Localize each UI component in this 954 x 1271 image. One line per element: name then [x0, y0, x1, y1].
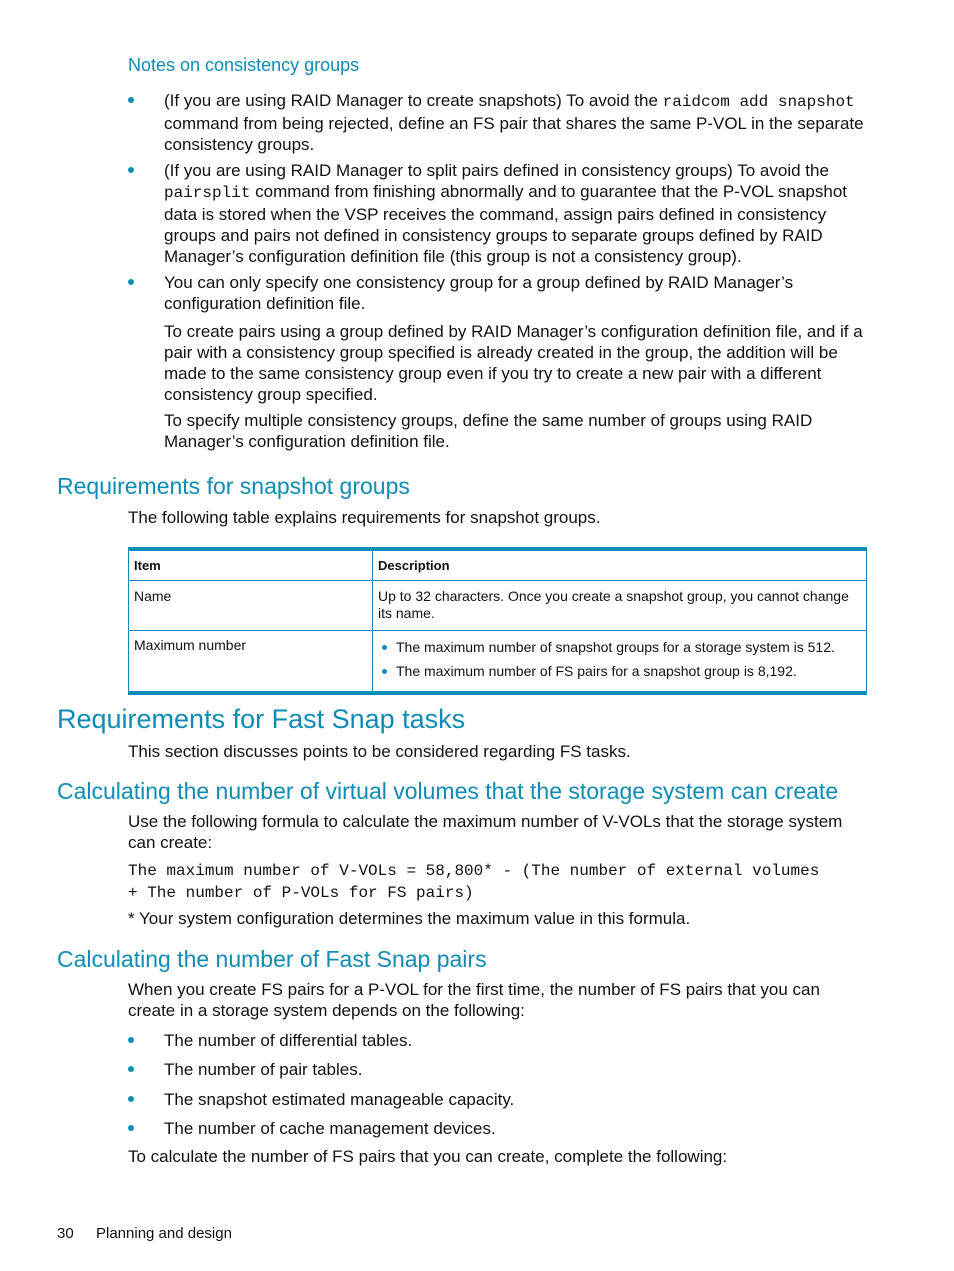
table-row — [129, 581, 867, 631]
list-item — [378, 639, 861, 656]
footer-section-title: Planning and design — [96, 1225, 232, 1242]
bullet-icon — [128, 1037, 134, 1043]
snapshot-groups-table — [128, 547, 867, 695]
bullet-icon — [382, 645, 387, 650]
notes-bullet-3-para-2: To specify multiple consistency groups, define the same number of groups using RAID Manager’s configuration definition file. — [164, 411, 813, 451]
page-number: 30 — [57, 1225, 74, 1242]
notes-bullet-3-para-1: To create pairs using a group defined by RAID Manager’s configuration definition file, and if a pair with a consistency group specified is already created in the group, the addition will be made to the same consistency group even if you try to create a new pair with a different consistency group specified. — [164, 322, 863, 404]
table-cell-item: Name — [129, 581, 373, 631]
notes-bullet-1-text-a: (If you are using RAID Manager to create snapshots) To avoid the — [164, 91, 663, 110]
notes-bullet-1-code: raidcom add snapshot — [662, 93, 855, 111]
bullet-icon — [382, 669, 387, 674]
list-item: The number of pair tables. — [164, 1060, 363, 1079]
fs-pairs-intro: When you create FS pairs for a P-VOL for the first time, the number of FS pairs that you can create in a storage system depends on the following: — [128, 980, 820, 1020]
notes-bullet-2 — [164, 160, 870, 267]
list-item: The number of differential tables. — [164, 1031, 413, 1050]
table-header-description: Description — [373, 551, 867, 581]
notes-heading: Notes on consistency groups — [128, 55, 360, 75]
table-row — [129, 631, 867, 692]
bullet-icon — [128, 1125, 134, 1131]
list-item: The snapshot estimated manageable capacity. — [164, 1090, 515, 1109]
table-cell-item: Maximum number — [129, 631, 373, 692]
fs-pairs-outro: To calculate the number of FS pairs that you can create, complete the following: — [128, 1147, 728, 1166]
fast-snap-tasks-heading: Requirements for Fast Snap tasks — [57, 704, 466, 734]
snapshot-groups-intro: The following table explains requirements for snapshot groups. — [128, 508, 601, 527]
list-item-text: The maximum number of FS pairs for a snapshot group is 8,192. — [396, 663, 797, 679]
bullet-icon — [128, 1096, 134, 1102]
formula-footnote: * Your system configuration determines the maximum value in this formula. — [128, 909, 691, 928]
fast-snap-tasks-intro: This section discusses points to be considered regarding FS tasks. — [128, 742, 631, 761]
list-item: The number of cache management devices. — [164, 1119, 496, 1138]
table-header-item: Item — [129, 551, 373, 581]
virtual-volumes-intro: Use the following formula to calculate the maximum number of V-VOLs that the storage system can create: — [128, 812, 843, 852]
formula-line-2: + The number of P-VOLs for FS pairs) — [128, 884, 474, 902]
bullet-icon — [128, 97, 134, 103]
notes-bullet-3: You can only specify one consistency group for a group defined by RAID Manager’s configuration definition file. — [164, 273, 794, 313]
formula-line-1: The maximum number of V-VOLs = 58,800* - (The number of external volumes — [128, 862, 820, 880]
list-item — [378, 663, 861, 680]
notes-bullet-2-text-b: command from finishing abnormally and to guarantee that the P-VOL snapshot data is stored when the VSP receives the command, assign pairs defined in consistency groups and pairs not defined in consistency groups to separate groups defined by RAID Manager’s configuration definition file (this group is not a consistency group). — [164, 182, 848, 266]
notes-bullet-1 — [164, 90, 870, 155]
notes-bullet-1-text-b: command from being rejected, define an FS pair that shares the same P-VOL in the separate consistency groups. — [164, 114, 864, 154]
list-item-text: The maximum number of snapshot groups for a storage system is 512. — [396, 639, 835, 655]
table-header-row — [129, 551, 867, 581]
bullet-icon — [128, 279, 134, 285]
bullet-icon — [128, 167, 134, 173]
bullet-icon — [128, 1066, 134, 1072]
table-cell-bullets — [378, 639, 861, 680]
notes-bullet-2-code: pairsplit — [164, 184, 251, 202]
snapshot-groups-heading: Requirements for snapshot groups — [57, 473, 410, 499]
fs-pairs-heading: Calculating the number of Fast Snap pairs — [57, 946, 487, 972]
notes-bullet-2-text-a: (If you are using RAID Manager to split pairs defined in consistency groups) To avoid the — [164, 161, 829, 180]
virtual-volumes-heading: Calculating the number of virtual volumes that the storage system can create — [57, 778, 839, 804]
table-cell-description — [373, 631, 867, 692]
table-cell-description: Up to 32 characters. Once you create a snapshot group, you cannot change its name. — [373, 581, 867, 631]
